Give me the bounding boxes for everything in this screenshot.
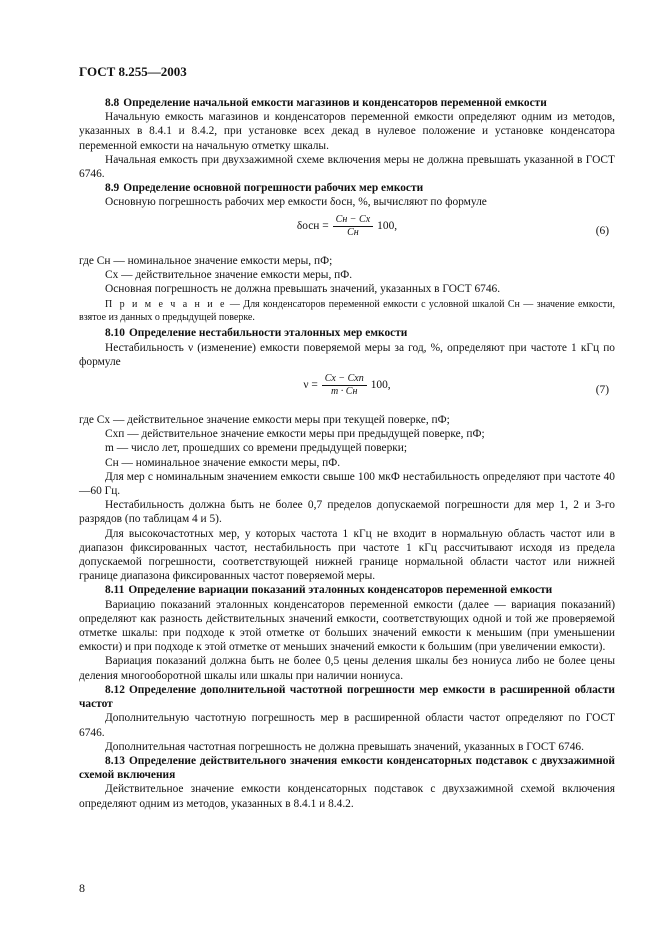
formula-denominator: Cн: [347, 226, 359, 238]
where-line: m — число лет, прошедших со времени предыдущей поверки;: [105, 442, 408, 455]
paragraph: Начальная емкость при двухзажимной схеме включения меры не должна превышать указанной в ГОСТ 6746.: [79, 153, 615, 181]
paragraph: Дополнительная частотная погрешность не должна превышать значений, указанных в ГОСТ 6746.: [105, 740, 584, 753]
where-line: где Cн — номинальное значение емкости меры, пФ;: [79, 254, 333, 267]
paragraph: Для мер с номинальным значением емкости свыше 100 мкФ нестабильность определяют при частоте 40—60 Гц.: [79, 470, 615, 498]
where-line: где Cх — действительное значение емкости меры при текущей поверке, пФ;: [79, 414, 450, 427]
formula-7: [79, 373, 615, 409]
paragraph: Основная погрешность не должна превышать значений, указанных в ГОСТ 6746.: [105, 283, 501, 296]
paragraph: Основную погрешность рабочих мер емкости δосн, %, вычисляют по формуле: [105, 196, 487, 209]
section-heading: 8.13 Определение действительного значения емкости конденсаторных подставок с двухзажимной схемой включения: [79, 754, 615, 782]
paragraph: Начальную емкость магазинов и конденсаторов переменной емкости определяют одним из методов, указанных в 8.4.1 и 8.4.2, при установке всех декад в нулевое положение и установке конденсатора переменной емкости на начальную отметку шкалы.: [79, 111, 615, 152]
formula-number: (6): [595, 224, 609, 237]
formula-fraction: [322, 373, 367, 398]
formula-numerator: Cх − Cхп: [322, 373, 367, 386]
note: П р и м е ч а н и е — Для конденсаторов переменной емкости с условной шкалой Cн — значение емкости, взятое из данных о предыдущей поверке.: [79, 299, 615, 323]
formula-6: [79, 214, 615, 250]
paragraph: Для высокочастотных мер, у которых частота 1 кГц не входит в нормальную область частот или в диапазон фиксированных частот, нестабильность при частоте 1 кГц рассчитывают исходя из предела допускаемой погрешности, соответствующей нижней границе нормальной области частот или нижней границе диапазона фиксированных частот поверяемой меры.: [79, 527, 615, 583]
where-line: Cхп — действительное значение емкости меры при предыдущей поверке, пФ;: [105, 428, 485, 441]
where-line: Cн — номинальное значение емкости меры, пФ.: [105, 456, 341, 469]
paragraph: Нестабильность ν (изменение) емкости поверяемой меры за год, %, определяют при частоте 1 кГц по формуле: [79, 341, 615, 368]
section-heading: 8.9 Определение основной погрешности рабочих мер емкости: [105, 182, 424, 195]
page-number: 8: [79, 881, 85, 895]
paragraph: Дополнительную частотную погрешность мер в расширенной области частот определяют по ГОСТ 6746.: [79, 712, 615, 739]
page-body: [79, 96, 615, 811]
section-heading: 8.11 Определение вариации показаний эталонных конденсаторов переменной емкости: [105, 584, 553, 597]
formula-rhs: 100,: [377, 220, 398, 233]
formula-denominator: m · Cн: [331, 386, 358, 398]
where-line: Cх — действительное значение емкости меры, пФ.: [105, 268, 353, 281]
formula-rhs: 100,: [370, 379, 391, 392]
paragraph: Действительное значение емкости конденсаторных подставок с двухзажимной схемой включения определяют одним из методов, указанных в 8.4.1 и 8.4.2.: [79, 783, 615, 810]
formula-number: (7): [595, 384, 609, 397]
formula-numerator: Cн − Cх: [333, 214, 374, 227]
formula-lhs: δосн =: [296, 220, 329, 233]
section-heading: 8.12 Определение дополнительной частотной погрешности мер емкости в расширенной области частот: [79, 683, 615, 711]
formula-lhs: ν =: [303, 379, 318, 392]
paragraph: Нестабильность должна быть не более 0,7 пределов допускаемой погрешности для мер 1, 2 и 3-го разрядов (по таблицам 4 и 5).: [79, 499, 615, 526]
formula-fraction: [333, 214, 374, 239]
page-header: ГОСТ 8.255—2003: [79, 64, 187, 79]
paragraph: Вариацию показаний эталонных конденсаторов переменной емкости (далее — вариация показаний) определяют как разность действительных значений емкости, соответствующих одной и той же проверяемой отметке шкалы: при подходе к этой отметке от больших значений емкости к меньшим (при уменьшении емкости) и при подходе к этой отметке от меньших значений емкости к большим (при увеличении емкости).: [79, 598, 615, 654]
paragraph: Вариация показаний должна быть не более 0,5 цены деления шкалы без нониуса либо не более цены деления многооборотной шкалы или шкалы при наличии нониуса.: [79, 655, 615, 682]
section-heading: 8.8 Определение начальной емкости магазинов и конденсаторов переменной емкости: [105, 97, 547, 109]
section-heading: 8.10 Определение нестабильности эталонных мер емкости: [105, 327, 408, 340]
